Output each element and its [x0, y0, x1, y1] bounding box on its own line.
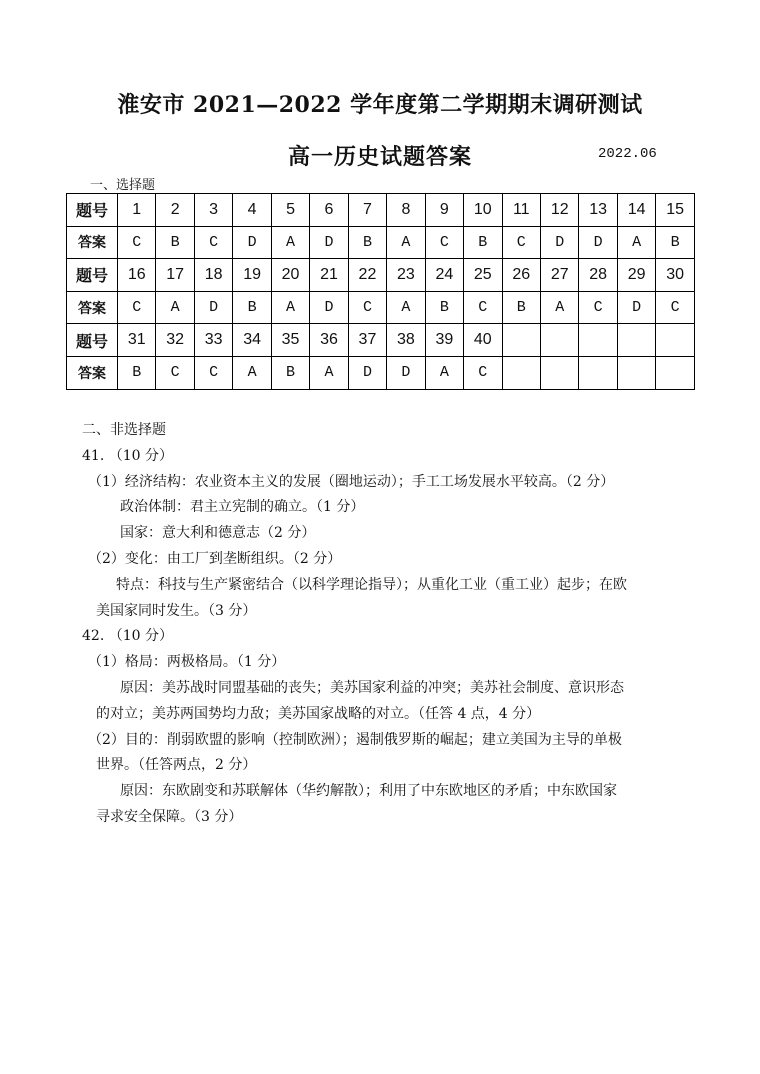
answer-cell: C: [502, 226, 540, 259]
answer-cell: C: [194, 356, 232, 389]
question-number-cell: 16: [118, 259, 156, 292]
question-number-cell: 9: [425, 194, 463, 227]
answer-cell: C: [118, 226, 156, 259]
section1-heading: 一、选择题: [90, 178, 156, 193]
answer-cell: C: [656, 291, 695, 324]
question-number-cell: 14: [617, 194, 655, 227]
answer-label: 答案: [67, 226, 118, 259]
question-number-cell: 22: [348, 259, 386, 292]
answer-cell: D: [540, 226, 578, 259]
question-number-cell: 26: [502, 259, 540, 292]
answer-cell: C: [579, 291, 617, 324]
q42-part2-line: 世界。（任答两点，2 分）: [96, 757, 257, 774]
question-number-cell: 1: [118, 194, 156, 227]
answer-cell: A: [156, 291, 194, 324]
question-number-cell: 10: [464, 194, 502, 227]
answer-cell: D: [310, 291, 348, 324]
answer-cell: [656, 356, 695, 389]
answer-cell: C: [194, 226, 232, 259]
question-number-cell: 7: [348, 194, 386, 227]
answer-cell: C: [425, 226, 463, 259]
q42-part1-line: （1）格局：两极格局。（1 分）: [88, 654, 286, 671]
exam-title: 淮安市 2021—2022 学年度第二学期期末调研测试: [117, 92, 643, 118]
q42-part1-line: 的对立；美苏两国势均力敌；美苏国家战略的对立。（任答 4 点，4 分）: [96, 705, 541, 722]
answer-cell: A: [233, 356, 271, 389]
answer-cell: C: [464, 291, 502, 324]
q41-part2-line: （2）变化：由工厂到垄断组织。（2 分）: [88, 550, 342, 567]
answer-row: [67, 356, 695, 389]
answer-cell: A: [271, 291, 309, 324]
answer-table: [66, 193, 695, 390]
question-number-cell: 40: [464, 324, 502, 357]
question-number-cell: 38: [387, 324, 425, 357]
question-number-cell: [656, 324, 695, 357]
question-number-cell: 2: [156, 194, 194, 227]
question-number-cell: 30: [656, 259, 695, 292]
answer-cell: B: [233, 291, 271, 324]
q41-part1-line: （1）经济结构：农业资本主义的发展（圈地运动）；手工工场发展水平较高。（2 分）: [88, 473, 615, 490]
answer-cell: [540, 356, 578, 389]
answer-row: [67, 291, 695, 324]
question-number-cell: 31: [118, 324, 156, 357]
question-number-cell: [502, 324, 540, 357]
question-number-cell: 21: [310, 259, 348, 292]
answer-cell: D: [194, 291, 232, 324]
question-number-cell: 32: [156, 324, 194, 357]
answer-cell: B: [464, 226, 502, 259]
answer-cell: D: [617, 291, 655, 324]
answer-cell: B: [348, 226, 386, 259]
question-number-cell: 8: [387, 194, 425, 227]
question-number-cell: 33: [194, 324, 232, 357]
question-number-cell: 25: [464, 259, 502, 292]
answer-cell: B: [425, 291, 463, 324]
answer-cell: A: [310, 356, 348, 389]
question-number-label: 题号: [67, 194, 118, 227]
answer-cell: C: [118, 291, 156, 324]
answer-cell: A: [617, 226, 655, 259]
question-number-cell: 12: [540, 194, 578, 227]
question-number-row: [67, 259, 695, 292]
exam-subtitle: 高一历史试题答案: [287, 144, 472, 170]
question-number-cell: 34: [233, 324, 271, 357]
answer-cell: D: [579, 226, 617, 259]
answer-cell: C: [156, 356, 194, 389]
answer-cell: C: [348, 291, 386, 324]
answer-cell: [617, 356, 655, 389]
section2-heading: 二、非选择题: [82, 422, 166, 438]
question-number-cell: 6: [310, 194, 348, 227]
answer-label: 答案: [67, 291, 118, 324]
answer-cell: A: [271, 226, 309, 259]
answer-cell: B: [156, 226, 194, 259]
answer-cell: [579, 356, 617, 389]
answer-cell: C: [464, 356, 502, 389]
question-number-label: 题号: [67, 324, 118, 357]
q42-part1-line: 原因：美苏战时同盟基础的丧失；美苏国家利益的冲突；美苏社会制度、意识形态: [120, 679, 624, 696]
question-number-cell: 37: [348, 324, 386, 357]
section2-body: [82, 418, 682, 831]
answer-cell: D: [387, 356, 425, 389]
question-number-cell: 35: [271, 324, 309, 357]
question-number-cell: 36: [310, 324, 348, 357]
answer-cell: B: [502, 291, 540, 324]
q41-part1-line: 国家：意大利和德意志（2 分）: [120, 525, 316, 542]
q42-part2-line: （2）目的：削弱欧盟的影响（控制欧洲）；遏制俄罗斯的崛起；建立美国为主导的单极: [88, 731, 622, 748]
q41-header: 41. （10 分）: [82, 447, 173, 464]
q41-part1-line: 政治体制：君主立宪制的确立。（1 分）: [120, 499, 365, 516]
question-number-row: [67, 194, 695, 227]
question-number-row: [67, 324, 695, 357]
answer-cell: A: [425, 356, 463, 389]
answer-row: [67, 226, 695, 259]
answer-cell: D: [310, 226, 348, 259]
question-number-cell: [540, 324, 578, 357]
question-number-cell: 5: [271, 194, 309, 227]
question-number-cell: [579, 324, 617, 357]
question-number-cell: 20: [271, 259, 309, 292]
question-number-cell: 23: [387, 259, 425, 292]
question-number-cell: 28: [579, 259, 617, 292]
question-number-cell: 11: [502, 194, 540, 227]
q42-part2-line: 寻求安全保障。（3 分）: [96, 808, 243, 825]
answer-cell: B: [656, 226, 695, 259]
question-number-cell: 13: [579, 194, 617, 227]
question-number-cell: 3: [194, 194, 232, 227]
question-number-cell: 24: [425, 259, 463, 292]
answer-cell: D: [233, 226, 271, 259]
answer-cell: [502, 356, 540, 389]
question-number-cell: 17: [156, 259, 194, 292]
question-number-cell: 18: [194, 259, 232, 292]
question-number-cell: 4: [233, 194, 271, 227]
answer-label: 答案: [67, 356, 118, 389]
question-number-cell: 15: [656, 194, 695, 227]
question-number-cell: [617, 324, 655, 357]
question-number-cell: 29: [617, 259, 655, 292]
question-number-cell: 27: [540, 259, 578, 292]
answer-cell: B: [271, 356, 309, 389]
answer-cell: B: [118, 356, 156, 389]
q42-part2-line: 原因：东欧剧变和苏联解体（华约解散）；利用了中东欧地区的矛盾；中东欧国家: [120, 783, 617, 800]
q41-part2-line: 特点：科技与生产紧密结合（以科学理论指导）；从重化工业（重工业）起步；在欧: [116, 576, 627, 593]
exam-date: 2022.06: [598, 146, 657, 162]
answer-cell: D: [348, 356, 386, 389]
answer-cell: A: [387, 291, 425, 324]
answer-cell: A: [387, 226, 425, 259]
answer-cell: A: [540, 291, 578, 324]
q42-header: 42. （10 分）: [82, 628, 173, 645]
question-number-label: 题号: [67, 259, 118, 292]
q41-part2-line: 美国家同时发生。（3 分）: [96, 602, 257, 619]
question-number-cell: 39: [425, 324, 463, 357]
question-number-cell: 19: [233, 259, 271, 292]
